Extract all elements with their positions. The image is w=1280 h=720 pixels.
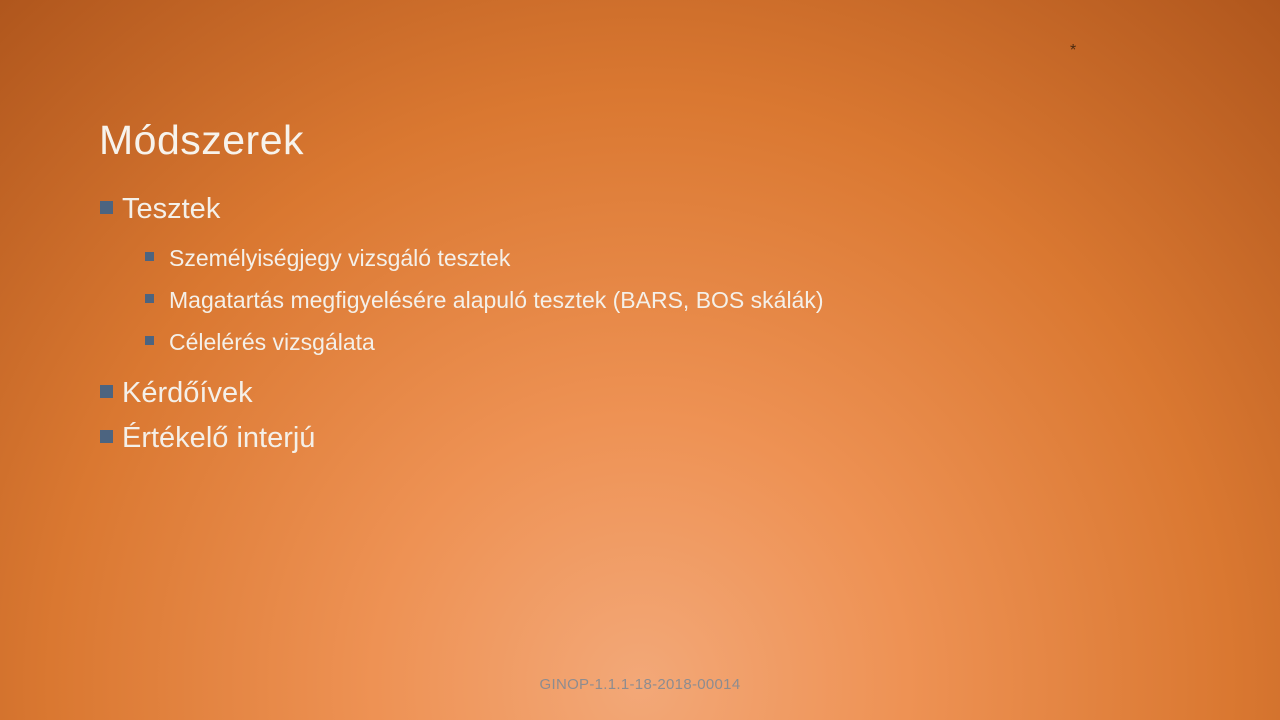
list-item [100, 375, 253, 411]
square-bullet-icon [100, 430, 113, 443]
square-bullet-icon [145, 252, 154, 261]
footnote-asterisk: * [1070, 42, 1077, 59]
list-item-text: Kérdőívek [122, 377, 253, 409]
square-bullet-icon [145, 336, 154, 345]
list-item [100, 420, 315, 456]
slide-title: Módszerek [99, 117, 305, 163]
list-item [100, 191, 220, 227]
list-item-text: Értékelő interjú [122, 422, 316, 454]
slide-footer: GINOP-1.1.1-18-2018-00014 [539, 676, 741, 693]
list-item-text: Magatartás megfigyelésére alapuló tesztek (BARS, BOS skálák) [169, 287, 824, 313]
list-item [145, 243, 510, 273]
list-item-text: Tesztek [122, 193, 221, 225]
square-bullet-icon [100, 385, 113, 398]
list-item-text: Személyiségjegy vizsgáló tesztek [169, 245, 511, 271]
list-item-text: Célelérés vizsgálata [169, 329, 375, 355]
square-bullet-icon [145, 294, 154, 303]
list-item [145, 285, 824, 315]
square-bullet-icon [100, 201, 113, 214]
list-item [145, 327, 375, 357]
